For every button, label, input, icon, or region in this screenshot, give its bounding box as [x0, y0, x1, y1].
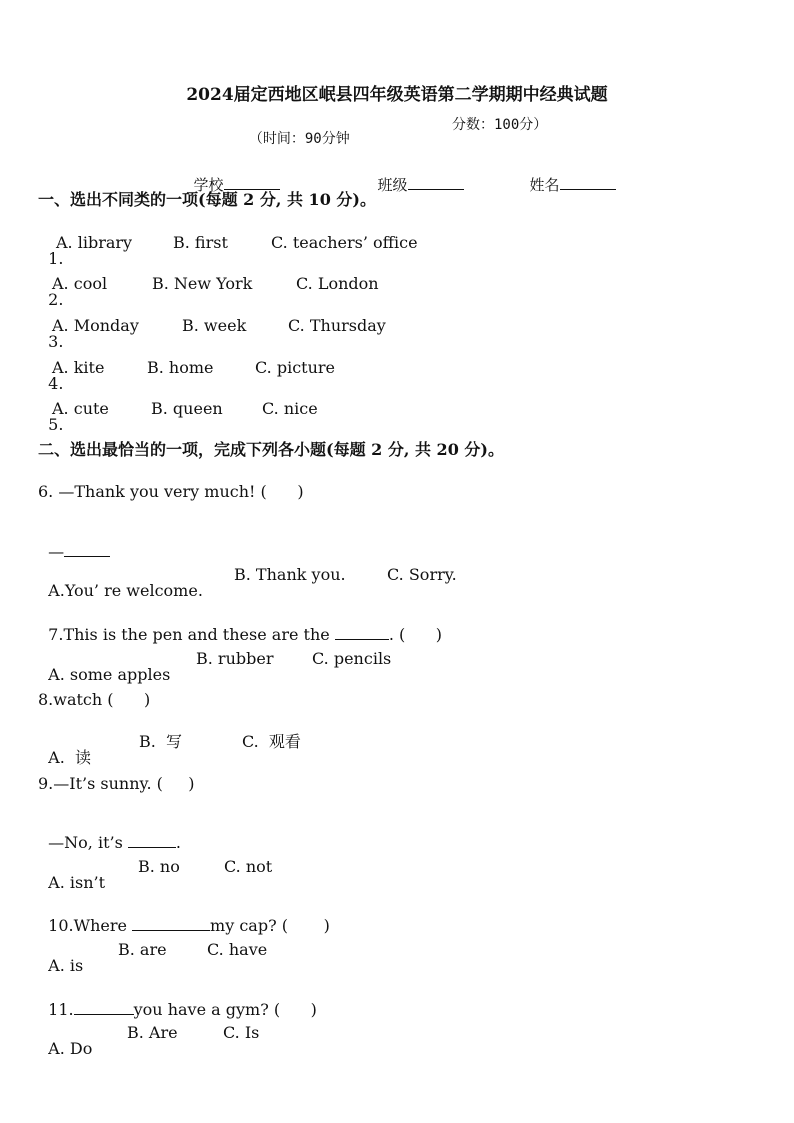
name-field[interactable]: [520, 160, 616, 193]
stem-text: 10.Where: [48, 916, 133, 935]
option-a: A. cute: [52, 399, 109, 418]
option-a: A. 读: [48, 748, 91, 767]
option-c: C. Is: [223, 1023, 260, 1042]
stem-text-end: you have a gym? ( ): [133, 1000, 317, 1019]
answer-blank[interactable]: [132, 916, 210, 931]
question-8-stem: 8.watch ( ): [38, 690, 151, 709]
option-c: C. 观看: [242, 732, 301, 751]
option-b: B. 写: [139, 732, 183, 751]
question-number: 4.: [48, 374, 64, 393]
option-a: A. Monday: [52, 316, 139, 335]
school-label: 学校: [193, 176, 224, 194]
name-blank[interactable]: [560, 175, 616, 190]
option-a: A. Do: [48, 1039, 93, 1058]
question-number: 1.: [48, 249, 64, 268]
option-a: A. kite: [52, 358, 105, 377]
question-number: 3.: [48, 332, 64, 351]
section-2-title: 二、选出最恰当的一项，完成下列各小题(每题 2 分, 共 20 分)。: [38, 440, 504, 459]
name-label: 姓名: [529, 176, 560, 194]
reply-text-end: .: [175, 833, 181, 852]
question-11-stem: [38, 984, 317, 1018]
option-b: B. are: [118, 940, 167, 959]
question-6-reply: [38, 526, 110, 560]
option-b: B. first: [173, 233, 228, 252]
option-b: B. New York: [152, 274, 253, 293]
question-7-stem: [38, 609, 442, 643]
option-a: A.You’ re welcome.: [48, 581, 203, 600]
exam-meta: [232, 117, 548, 147]
option-a: A. cool: [52, 274, 108, 293]
option-c: C. not: [224, 857, 273, 876]
option-a: A. isn’t: [48, 873, 106, 892]
school-blank[interactable]: [224, 175, 280, 190]
answer-blank[interactable]: [64, 542, 110, 557]
stem-text: 11.: [48, 1000, 74, 1019]
option-c: C. London: [296, 274, 379, 293]
option-a: A. is: [48, 956, 84, 975]
option-c: C. have: [207, 940, 268, 959]
page-title: 2024届定西地区岷县四年级英语第二学期期中经典试题: [186, 85, 608, 105]
exam-score: 分数：100分）: [452, 117, 548, 133]
question-10-stem: [38, 900, 330, 934]
answer-blank[interactable]: [128, 833, 176, 848]
answer-blank[interactable]: [74, 1000, 134, 1015]
class-blank[interactable]: [408, 175, 464, 190]
option-b: B. week: [182, 316, 247, 335]
option-b: B. no: [138, 857, 180, 876]
exam-time: （时间：90分钟: [248, 131, 350, 147]
option-c: C. pencils: [312, 649, 392, 668]
class-field[interactable]: [368, 160, 464, 193]
question-number: 2.: [48, 290, 64, 309]
answer-blank[interactable]: [335, 625, 389, 640]
option-c: C. Thursday: [288, 316, 386, 335]
option-c: C. picture: [255, 358, 336, 377]
question-number: 5.: [48, 415, 64, 434]
stem-text: 7.This is the pen and these are the: [48, 625, 335, 644]
question-11-options: [38, 1023, 260, 1089]
stem-text-end: my cap? ( ): [210, 916, 330, 935]
option-a: A. library: [56, 233, 133, 252]
option-b: B. Thank you.: [234, 565, 346, 584]
option-b: B. queen: [151, 399, 223, 418]
question-9-reply: [38, 817, 181, 851]
class-label: 班级: [377, 176, 408, 194]
reply-text: —No, it’s: [48, 833, 128, 852]
stem-text-end: . ( ): [388, 625, 442, 644]
option-b: B. Are: [127, 1023, 178, 1042]
question-9-stem: 9.—It’s sunny. ( ): [38, 774, 195, 793]
option-b: B. rubber: [196, 649, 274, 668]
question-6-stem: 6. —Thank you very much! ( ): [38, 482, 304, 501]
option-a: A. some apples: [48, 665, 171, 684]
option-c: C. nice: [262, 399, 318, 418]
school-field[interactable]: [184, 160, 280, 193]
section-1-title: 一、选出不同类的一项(每题 2 分, 共 10 分)。: [38, 190, 376, 209]
option-c: C. Sorry.: [387, 565, 457, 584]
reply-dash: —: [48, 542, 65, 561]
option-b: B. home: [147, 358, 214, 377]
option-c: C. teachers’ office: [271, 233, 418, 252]
